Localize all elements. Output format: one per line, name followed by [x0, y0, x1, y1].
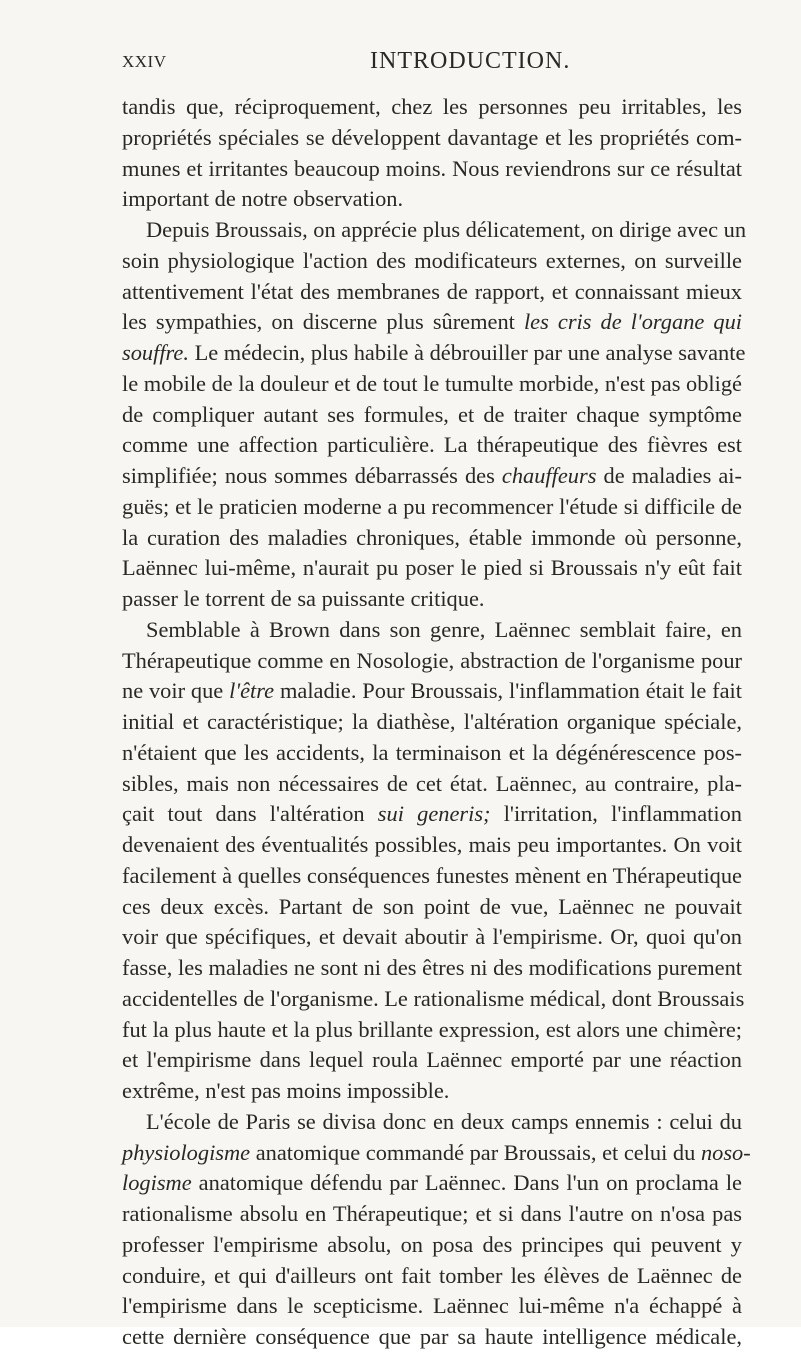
text-line: [122, 1076, 742, 1107]
text-line: [122, 123, 742, 154]
text-line: [122, 953, 742, 984]
line-text: tandis que, réciproquement, chez les personnes peu irritables, les: [122, 94, 742, 119]
text-line: [122, 246, 742, 277]
text-line: [122, 646, 742, 677]
line-text: initial et caractéristique; la diathèse, l'altération organique spéciale,: [122, 709, 742, 734]
page-header: [122, 48, 742, 80]
line-text: Semblable à Brown dans son genre, Laënnec semblait faire, en: [146, 616, 742, 642]
text-line: [122, 461, 742, 492]
text-line: [122, 154, 742, 185]
text-line: [122, 523, 742, 554]
text-line: [122, 861, 742, 892]
text-line: [122, 676, 742, 707]
text-line: [122, 338, 746, 369]
line-text: de maladies ai-: [596, 463, 742, 488]
running-title: INTRODUCTION.: [370, 48, 571, 74]
line-text: passer le torrent de sa puissante critique.: [122, 586, 485, 611]
line-text: anatomique défendu par Laënnec. Dans l'un on proclama le: [191, 1170, 742, 1196]
line-text: maladie. Pour Broussais, l'inflammation était le fait: [274, 678, 742, 704]
text-line: [122, 584, 742, 615]
italic-text: physiologisme: [122, 1139, 251, 1165]
text-line: [122, 184, 742, 215]
text-line: [122, 430, 742, 461]
line-text: propriétés spéciales se développent davantage et les propriétés com-: [122, 124, 742, 150]
line-text: conduire, et qui d'ailleurs ont fait tomber les élèves de Laënnec de: [122, 1262, 742, 1288]
italic-text: les cris de l'organe qui: [523, 309, 742, 335]
line-text: les sympathies, on discerne plus sûrement: [122, 309, 524, 335]
text-line: [122, 92, 742, 123]
text-line: [122, 553, 742, 584]
line-text: l'irritation, l'inflammation: [490, 801, 742, 827]
line-text: extrême, n'est pas moins impossible.: [122, 1078, 450, 1103]
text-line: [122, 769, 742, 800]
line-text: facilement à quelles conséquences funestes mènent en Thérapeutique: [122, 862, 742, 888]
text-line: [122, 215, 747, 246]
line-text: accidentelles de l'organisme. Le rationalisme médical, dont Broussais: [122, 985, 745, 1011]
text-line: [122, 984, 745, 1015]
line-text: cette dernière conséquence que par sa haute intelligence médicale,: [122, 1324, 742, 1349]
text-line: [122, 400, 742, 431]
line-text: n'étaient que les accidents, la terminaison et la dégénérescence pos-: [122, 739, 742, 765]
text-line: [122, 1230, 742, 1261]
text-line: [122, 307, 742, 338]
text-line: [122, 1045, 742, 1076]
line-text: munes et irritantes beaucoup moins. Nous reviendrons sur ce résultat: [122, 155, 742, 181]
text-line: [122, 738, 742, 769]
line-text: soin physiologique l'action des modificateurs externes, on surveille: [122, 247, 742, 273]
text-line: [122, 277, 742, 308]
text-line: [122, 1107, 742, 1138]
text-line: [122, 922, 742, 953]
italic-text: souffre.: [122, 340, 189, 365]
line-text: guës; et le praticien moderne a pu recommencer l'étude si difficile de: [122, 493, 742, 519]
text-line: [122, 615, 742, 646]
line-text: simplifiée; nous sommes débarrassés des: [122, 463, 502, 488]
text-line: [122, 799, 742, 830]
line-text: de compliquer autant ses formules, et de traiter chaque symptôme: [122, 401, 742, 427]
page-number: XXIV: [122, 52, 167, 71]
line-text: L'école de Paris se divisa donc en deux camps ennemis : celui du: [146, 1108, 742, 1134]
text-line: [122, 1015, 742, 1046]
text-line: [122, 707, 742, 738]
line-text: Laënnec lui-même, n'aurait pu poser le pied si Broussais n'y eût fait: [122, 555, 742, 581]
line-text: la curation des maladies chroniques, étable immonde où personne,: [122, 524, 742, 550]
line-text: comme une affection particulière. La thérapeutique des fièvres est: [122, 432, 742, 458]
line-text: çait tout dans l'altération: [122, 801, 378, 827]
line-text: important de notre observation.: [122, 186, 404, 212]
italic-text: l'être: [229, 678, 275, 704]
line-text: anatomique commandé par Broussais, et celui du: [250, 1139, 701, 1165]
line-text: devenaient des éventualités possibles, mais peu importantes. On voit: [122, 832, 742, 857]
text-line: [122, 830, 742, 861]
line-text: Depuis Broussais, on apprécie plus délicatement, on dirige avec un: [146, 217, 747, 242]
text-line: [122, 1199, 742, 1230]
text-line: [122, 1138, 751, 1169]
line-text: sibles, mais non nécessaires de cet état. Laënnec, au contraire, pla-: [122, 770, 742, 796]
text-line: [122, 369, 742, 400]
line-text: et l'empirisme dans lequel roula Laënnec emporté par une réaction: [122, 1047, 742, 1073]
italic-text: chauffeurs: [501, 463, 597, 488]
line-text: fasse, les maladies ne sont ni des êtres ni des modifications purement: [122, 955, 742, 980]
line-text: l'empirisme dans le scepticisme. Laënnec lui-même n'a échappé à: [122, 1293, 742, 1319]
line-text: le mobile de la douleur et de tout le tumulte morbide, n'est pas obligé: [122, 370, 742, 396]
line-text: Thérapeutique comme en Nosologie, abstraction de l'organisme pour: [122, 647, 742, 673]
text-line: [122, 1168, 742, 1199]
line-text: attentivement l'état des membranes de rapport, et connaissant mieux: [122, 278, 742, 304]
line-text: professer l'empirisme absolu, on posa des principes qui peuvent y: [122, 1231, 742, 1257]
line-text: ces deux excès. Partant de son point de vue, Laënnec ne pouvait: [122, 893, 742, 919]
italic-text: noso-: [700, 1139, 751, 1165]
line-text: voir que spécifiques, et devait aboutir à l'empirisme. Or, quoi qu'on: [122, 924, 742, 950]
italic-text: logisme: [122, 1170, 192, 1196]
line-text: rationalisme absolu en Thérapeutique; et si dans l'autre on n'osa pas: [122, 1201, 742, 1226]
body-text: [122, 92, 751, 1353]
line-text: ne voir que: [122, 678, 230, 704]
text-line: [122, 1261, 742, 1292]
line-text: fut la plus haute et la plus brillante expression, est alors une chimère;: [122, 1016, 742, 1042]
text-line: [122, 892, 742, 923]
text-line: [122, 1291, 742, 1322]
line-text: Le médecin, plus habile à débrouiller par une analyse savante: [188, 340, 746, 365]
text-line: [122, 492, 742, 523]
italic-text: sui generis;: [377, 801, 491, 827]
